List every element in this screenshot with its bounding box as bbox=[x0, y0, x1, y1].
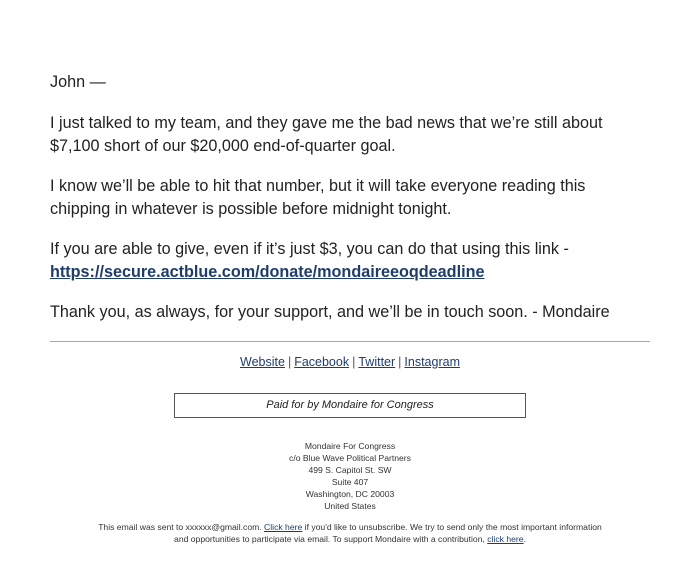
address-line: 499 S. Capitol St. SW bbox=[308, 465, 392, 475]
donate-text: If you are able to give, even if it’s just $3, you can do that using this link - bbox=[50, 240, 569, 258]
paragraph-donate bbox=[50, 238, 650, 284]
twitter-link[interactable]: Twitter bbox=[358, 355, 396, 369]
address-line: Mondaire For Congress bbox=[304, 441, 396, 451]
fineprint-text: This email was sent to xxxxxx@gmail.com. bbox=[98, 522, 262, 532]
facebook-link[interactable]: Facebook bbox=[294, 355, 350, 369]
donate-link[interactable]: https://secure.actblue.com/donate/mondaireeoqdeadline bbox=[50, 263, 485, 281]
address-line: Washington, DC 20003 bbox=[305, 489, 395, 499]
address-line: United States bbox=[324, 501, 376, 511]
instagram-link[interactable]: Instagram bbox=[404, 355, 460, 369]
mailing-address bbox=[50, 440, 650, 512]
separator: | bbox=[398, 355, 402, 369]
website-link[interactable]: Website bbox=[240, 355, 285, 369]
fineprint-text: if you'd like to unsubscribe. We try to send only the most important information bbox=[304, 522, 602, 532]
separator: | bbox=[352, 355, 356, 369]
address-line: Suite 407 bbox=[331, 477, 369, 487]
paragraph-status: I just talked to my team, and they gave me the bad news that we’re still about $7,100 short of our $20,000 end-of-quarter goal. bbox=[50, 114, 603, 155]
footer-divider bbox=[50, 341, 650, 342]
unsubscribe-link[interactable]: Click here bbox=[264, 522, 303, 532]
paid-for-disclaimer: Paid for by Mondaire for Congress bbox=[174, 393, 526, 418]
contribute-link[interactable]: click here bbox=[487, 534, 524, 544]
address-line: c/o Blue Wave Political Partners bbox=[289, 453, 411, 463]
paragraph-signoff: Thank you, as always, for your support, and we’ll be in touch soon. - Mondaire bbox=[50, 303, 610, 321]
greeting: John — bbox=[50, 73, 106, 91]
social-links bbox=[50, 355, 650, 369]
unsubscribe-notice bbox=[38, 521, 662, 545]
fineprint-period: . bbox=[523, 534, 526, 544]
fineprint-text: and opportunities to participate via email. To support Mondaire with a contribution, bbox=[174, 534, 485, 544]
paragraph-ask: I know we’ll be able to hit that number, but it will take everyone reading this chipping in whatever is possible before midnight tonight. bbox=[50, 177, 586, 218]
separator: | bbox=[287, 355, 292, 369]
